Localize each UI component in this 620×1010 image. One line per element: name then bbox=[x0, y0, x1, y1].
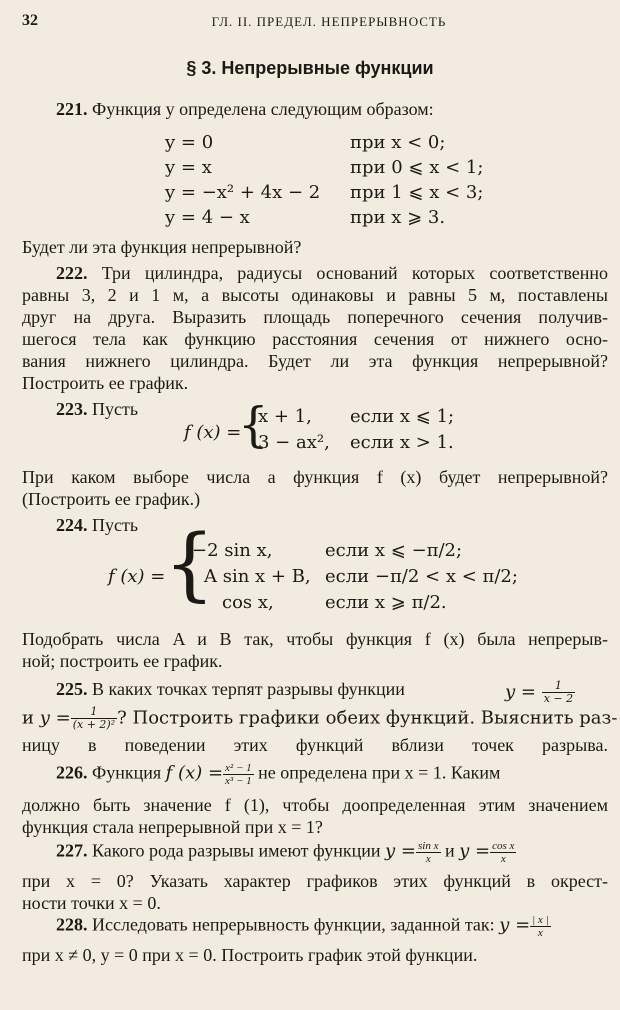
problem-text: (Построить ее график.) bbox=[22, 489, 201, 509]
problem-text: Пусть bbox=[92, 515, 139, 535]
problem-text: Какого рода разрывы имеют функции bbox=[92, 840, 381, 861]
problem-number: 225. bbox=[56, 679, 88, 699]
problem-223-intro bbox=[56, 398, 608, 420]
problem-text: Построить ее график. bbox=[22, 373, 189, 393]
problem-221-intro bbox=[56, 98, 608, 120]
fraction-denominator: x − 2 bbox=[543, 692, 574, 705]
problem-number: 223. bbox=[56, 399, 88, 419]
case-condition: при 1 ⩽ x < 3; bbox=[350, 182, 484, 203]
inline-formula bbox=[505, 680, 575, 705]
problem-text: При каком выборе числа a функция f (x) будет непрерывной? bbox=[22, 467, 608, 487]
problem-text: при x ≠ 0, y = 0 при x = 0. Построить график этой функции. bbox=[22, 945, 478, 965]
case-function: y = x bbox=[165, 157, 212, 178]
fraction-denominator: x bbox=[425, 853, 431, 865]
problem-text: и bbox=[445, 840, 455, 861]
problem-text: ? Построить графики обеих функций. Выяснить раз- bbox=[117, 707, 618, 729]
problem-number: 226. bbox=[56, 762, 88, 783]
fraction-denominator: (x + 2)² bbox=[72, 718, 116, 731]
problem-number: 227. bbox=[56, 840, 88, 861]
fraction bbox=[530, 914, 550, 939]
case-condition: при x < 0; bbox=[350, 132, 446, 153]
case-function: A sin x + B, bbox=[204, 566, 311, 587]
formula-lhs: y = bbox=[39, 707, 71, 729]
page-header bbox=[22, 12, 606, 34]
fraction-denominator: x bbox=[537, 927, 543, 939]
case-function: 3 − ax², bbox=[258, 432, 330, 453]
problem-text: Функция bbox=[92, 762, 162, 783]
problem-number: 224. bbox=[56, 515, 88, 535]
case-condition: если x ⩽ −π/2; bbox=[325, 540, 463, 561]
case-condition: при 0 ⩽ x < 1; bbox=[350, 157, 484, 178]
case-function: x + 1, bbox=[258, 406, 312, 427]
fraction-denominator: x³ − 1 bbox=[225, 775, 252, 787]
formula-lhs: y = bbox=[499, 914, 531, 936]
problem-text: Будет ли эта функция непрерывной? bbox=[22, 237, 302, 257]
problem-text: функция стала непрерывной при x = 1? bbox=[22, 817, 323, 837]
brace-icon: { bbox=[238, 397, 269, 453]
problem-text: и bbox=[22, 707, 34, 729]
problem-222-line bbox=[56, 262, 608, 284]
fraction-numerator: | x | bbox=[532, 914, 549, 926]
problem-text: при x = 0? Указать характер графиков этих функций в окрест- bbox=[22, 871, 608, 891]
problem-text: Функция y определена следующим образом: bbox=[92, 99, 434, 119]
case-condition: если x ⩽ 1; bbox=[350, 406, 455, 427]
formula-lhs: y = bbox=[505, 681, 536, 703]
case-function: cos x, bbox=[222, 592, 274, 613]
fraction-denominator: x bbox=[500, 853, 506, 865]
fraction-numerator: sin x bbox=[418, 840, 439, 852]
problem-text: ности точки x = 0. bbox=[22, 893, 161, 913]
fraction-numerator: cos x bbox=[492, 840, 515, 852]
problem-text: шегося тела как функцию расстояния сечения от нижнего осно- bbox=[22, 329, 608, 349]
running-title: ГЛ. II. ПРЕДЕЛ. НЕПРЕРЫВНОСТЬ bbox=[211, 14, 447, 29]
fraction bbox=[71, 706, 117, 731]
problem-text: вания нижнего цилиндра. Будет ли эта функция непрерывной? bbox=[22, 351, 608, 371]
case-function: y = −x² + 4x − 2 bbox=[165, 182, 321, 203]
formula-lhs: y = bbox=[459, 840, 491, 862]
case-function: y = 4 − x bbox=[165, 207, 250, 228]
problem-text: Подобрать числа A и B так, чтобы функция f (x) была непрерыв- bbox=[22, 629, 608, 649]
fraction-numerator: 1 bbox=[542, 680, 575, 693]
case-condition: если x > 1. bbox=[350, 432, 454, 453]
problem-text: В каких точках терпят разрывы функции bbox=[92, 679, 405, 699]
problem-text: Исследовать непрерывность функции, заданной так: bbox=[92, 914, 495, 935]
case-condition: если −π/2 < x < π/2; bbox=[325, 566, 518, 587]
piecewise-lhs: f (x) = bbox=[184, 422, 242, 443]
problem-text: должно быть значение f (1), чтобы доопределенная этим значением bbox=[22, 795, 608, 815]
fraction-numerator: 1 bbox=[71, 706, 117, 719]
section-title: § 3. Непрерывные функции bbox=[186, 58, 434, 78]
inline-formula-line bbox=[22, 706, 617, 731]
problem-text: Пусть bbox=[92, 399, 139, 419]
case-condition: если x ⩾ π/2. bbox=[325, 592, 447, 613]
fraction-numerator: x² − 1 bbox=[225, 762, 252, 774]
piecewise-lhs: f (x) = bbox=[108, 566, 166, 587]
problem-227-line bbox=[56, 840, 516, 865]
problem-text: Три цилиндра, радиусы оснований которых соответственно bbox=[101, 263, 608, 283]
problem-text: не определена при x = 1. Каким bbox=[258, 762, 501, 783]
problem-number: 221. bbox=[56, 99, 88, 119]
fraction bbox=[542, 680, 575, 705]
fraction bbox=[223, 762, 254, 787]
case-condition: при x ⩾ 3. bbox=[350, 207, 446, 228]
formula-lhs: y = bbox=[385, 840, 417, 862]
problem-text: друг на друга. Выразить площадь поперечного сечения получив- bbox=[22, 307, 608, 327]
fraction bbox=[416, 840, 440, 865]
case-function: y = 0 bbox=[165, 132, 214, 153]
problem-224-intro bbox=[56, 514, 608, 536]
brace-icon: { bbox=[164, 517, 215, 610]
problem-text: ницу в поведении этих функций вблизи точек разрыва. bbox=[22, 735, 608, 755]
fraction bbox=[490, 840, 516, 865]
problem-number: 228. bbox=[56, 914, 88, 935]
formula-lhs: f (x) = bbox=[165, 762, 224, 784]
problem-text: равны 3, 2 и 1 м, а высоты одинаковы и равны 5 м, поставлены bbox=[22, 285, 608, 305]
problem-text: ной; построить ее график. bbox=[22, 651, 223, 671]
problem-226-line bbox=[56, 762, 500, 787]
problem-number: 222. bbox=[56, 263, 88, 283]
problem-228-line bbox=[56, 914, 551, 939]
page-number: 32 bbox=[22, 12, 38, 29]
case-function: −2 sin x, bbox=[192, 540, 273, 561]
